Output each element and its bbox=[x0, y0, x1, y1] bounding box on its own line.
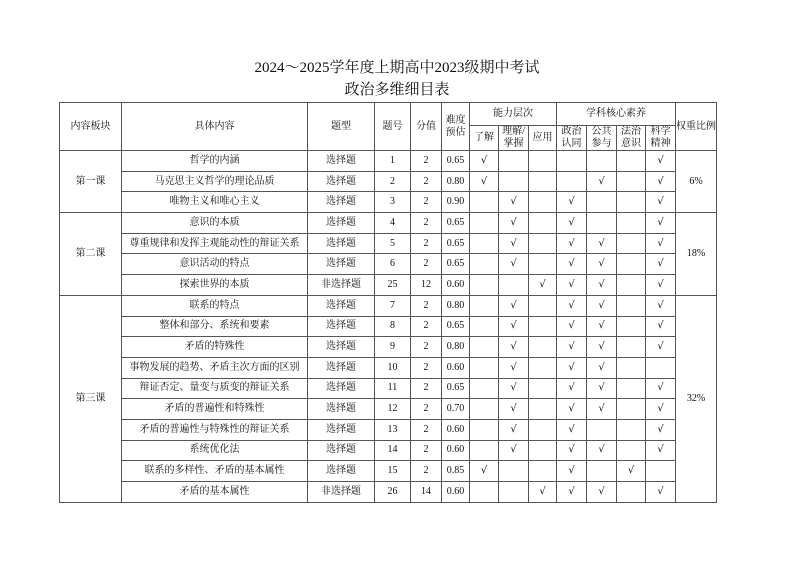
check-cell: √ bbox=[646, 378, 676, 399]
content-cell: 意识的本质 bbox=[122, 213, 308, 234]
table-row bbox=[60, 254, 717, 275]
table-row bbox=[60, 316, 717, 337]
header-ability-group: 能力层次 bbox=[470, 103, 557, 126]
check-cell bbox=[617, 378, 646, 399]
header-score: 分值 bbox=[411, 103, 442, 151]
check-cell: √ bbox=[499, 440, 529, 461]
check-cell bbox=[499, 275, 529, 296]
check-cell bbox=[470, 378, 499, 399]
question-number-cell: 2 bbox=[375, 171, 411, 192]
check-cell: √ bbox=[557, 440, 587, 461]
header-competency-political: 政治认同 bbox=[557, 126, 587, 151]
header-question-type: 题型 bbox=[308, 103, 375, 151]
check-cell bbox=[499, 151, 529, 172]
difficulty-cell: 0.65 bbox=[442, 151, 470, 172]
check-cell: √ bbox=[557, 461, 587, 482]
check-cell: √ bbox=[587, 295, 617, 316]
check-cell bbox=[587, 151, 617, 172]
document-title: 2024～2025学年度上期高中2023级期中考试 bbox=[254, 60, 540, 76]
check-cell bbox=[557, 151, 587, 172]
check-cell bbox=[470, 213, 499, 234]
content-cell: 唯物主义和唯心主义 bbox=[122, 192, 308, 213]
check-cell: √ bbox=[557, 233, 587, 254]
score-cell: 2 bbox=[411, 171, 442, 192]
difficulty-cell: 0.65 bbox=[442, 378, 470, 399]
question-type-cell: 选择题 bbox=[308, 151, 375, 172]
check-cell bbox=[617, 151, 646, 172]
check-cell bbox=[617, 316, 646, 337]
difficulty-cell: 0.65 bbox=[442, 316, 470, 337]
score-cell: 2 bbox=[411, 337, 442, 358]
weight-cell: 32% bbox=[676, 295, 717, 502]
score-cell: 12 bbox=[411, 275, 442, 296]
check-cell bbox=[470, 233, 499, 254]
check-cell: √ bbox=[646, 482, 676, 503]
check-cell: √ bbox=[646, 275, 676, 296]
header-module: 内容板块 bbox=[60, 103, 122, 151]
score-cell: 2 bbox=[411, 440, 442, 461]
question-number-cell: 5 bbox=[375, 233, 411, 254]
check-cell bbox=[529, 419, 557, 440]
check-cell: √ bbox=[499, 192, 529, 213]
check-cell: √ bbox=[587, 275, 617, 296]
score-cell: 2 bbox=[411, 192, 442, 213]
score-cell: 2 bbox=[411, 419, 442, 440]
question-type-cell: 选择题 bbox=[308, 192, 375, 213]
score-cell: 2 bbox=[411, 295, 442, 316]
check-cell: √ bbox=[646, 337, 676, 358]
question-number-cell: 14 bbox=[375, 440, 411, 461]
check-cell: √ bbox=[557, 275, 587, 296]
question-type-cell: 选择题 bbox=[308, 378, 375, 399]
question-number-cell: 13 bbox=[375, 419, 411, 440]
check-cell bbox=[529, 316, 557, 337]
difficulty-cell: 0.60 bbox=[442, 419, 470, 440]
check-cell: √ bbox=[557, 357, 587, 378]
difficulty-cell: 0.60 bbox=[442, 357, 470, 378]
specification-table bbox=[59, 102, 717, 503]
question-number-cell: 26 bbox=[375, 482, 411, 503]
question-number-cell: 10 bbox=[375, 357, 411, 378]
check-cell: √ bbox=[557, 213, 587, 234]
check-cell bbox=[617, 399, 646, 420]
check-cell bbox=[470, 440, 499, 461]
content-cell: 矛盾的普遍性与特殊性的辩证关系 bbox=[122, 419, 308, 440]
check-cell: √ bbox=[646, 316, 676, 337]
header-competency-public: 公共参与 bbox=[587, 126, 617, 151]
table-body bbox=[60, 103, 717, 503]
check-cell bbox=[499, 461, 529, 482]
question-type-cell: 选择题 bbox=[308, 295, 375, 316]
check-cell: √ bbox=[587, 357, 617, 378]
check-cell: √ bbox=[587, 316, 617, 337]
check-cell: √ bbox=[587, 171, 617, 192]
check-cell bbox=[646, 461, 676, 482]
check-cell bbox=[529, 295, 557, 316]
content-cell: 矛盾的特殊性 bbox=[122, 337, 308, 358]
check-cell bbox=[587, 461, 617, 482]
question-type-cell: 选择题 bbox=[308, 171, 375, 192]
table-row bbox=[60, 378, 717, 399]
check-cell: √ bbox=[646, 440, 676, 461]
table-row bbox=[60, 399, 717, 420]
check-cell: √ bbox=[557, 337, 587, 358]
question-number-cell: 11 bbox=[375, 378, 411, 399]
check-cell: √ bbox=[470, 151, 499, 172]
check-cell bbox=[529, 399, 557, 420]
check-cell: √ bbox=[499, 254, 529, 275]
check-cell: √ bbox=[646, 254, 676, 275]
check-cell: √ bbox=[557, 295, 587, 316]
header-competency-group: 学科核心素养 bbox=[557, 103, 676, 126]
table-row bbox=[60, 192, 717, 213]
check-cell: √ bbox=[557, 254, 587, 275]
check-cell: √ bbox=[499, 399, 529, 420]
check-cell bbox=[617, 233, 646, 254]
question-number-cell: 6 bbox=[375, 254, 411, 275]
question-type-cell: 选择题 bbox=[308, 440, 375, 461]
check-cell bbox=[529, 192, 557, 213]
question-type-cell: 选择题 bbox=[308, 254, 375, 275]
weight-cell: 18% bbox=[676, 213, 717, 296]
difficulty-cell: 0.80 bbox=[442, 171, 470, 192]
score-cell: 2 bbox=[411, 357, 442, 378]
check-cell bbox=[617, 275, 646, 296]
check-cell bbox=[470, 275, 499, 296]
table-row bbox=[60, 275, 717, 296]
check-cell bbox=[617, 357, 646, 378]
content-cell: 马克思主义哲学的理论品质 bbox=[122, 171, 308, 192]
check-cell: √ bbox=[587, 399, 617, 420]
check-cell: √ bbox=[499, 316, 529, 337]
header-question-number: 题号 bbox=[375, 103, 411, 151]
check-cell bbox=[470, 316, 499, 337]
check-cell: √ bbox=[646, 419, 676, 440]
header-ability-understand: 理解/掌握 bbox=[499, 126, 529, 151]
check-cell: √ bbox=[499, 213, 529, 234]
difficulty-cell: 0.85 bbox=[442, 461, 470, 482]
score-cell: 14 bbox=[411, 482, 442, 503]
question-type-cell: 选择题 bbox=[308, 213, 375, 234]
header-ability-know: 了解 bbox=[470, 126, 499, 151]
lesson-cell: 第二课 bbox=[60, 213, 122, 296]
check-cell bbox=[587, 192, 617, 213]
check-cell bbox=[529, 233, 557, 254]
content-cell: 矛盾的基本属性 bbox=[122, 482, 308, 503]
question-number-cell: 1 bbox=[375, 151, 411, 172]
check-cell bbox=[529, 171, 557, 192]
content-cell: 系统优化法 bbox=[122, 440, 308, 461]
check-cell: √ bbox=[646, 399, 676, 420]
question-number-cell: 15 bbox=[375, 461, 411, 482]
check-cell: √ bbox=[529, 482, 557, 503]
check-cell bbox=[617, 419, 646, 440]
question-type-cell: 非选择题 bbox=[308, 275, 375, 296]
difficulty-cell: 0.65 bbox=[442, 233, 470, 254]
question-number-cell: 25 bbox=[375, 275, 411, 296]
content-cell: 探索世界的本质 bbox=[122, 275, 308, 296]
table-row bbox=[60, 419, 717, 440]
check-cell: √ bbox=[587, 482, 617, 503]
question-number-cell: 9 bbox=[375, 337, 411, 358]
check-cell bbox=[617, 213, 646, 234]
check-cell: √ bbox=[557, 316, 587, 337]
check-cell bbox=[617, 192, 646, 213]
score-cell: 2 bbox=[411, 461, 442, 482]
check-cell bbox=[470, 192, 499, 213]
table-row bbox=[60, 461, 717, 482]
difficulty-cell: 0.65 bbox=[442, 254, 470, 275]
header-ability-apply: 应用 bbox=[529, 126, 557, 151]
table-row bbox=[60, 213, 717, 234]
table-row bbox=[60, 482, 717, 503]
score-cell: 2 bbox=[411, 378, 442, 399]
check-cell bbox=[529, 213, 557, 234]
check-cell: √ bbox=[646, 151, 676, 172]
check-cell: √ bbox=[646, 192, 676, 213]
table-row bbox=[60, 440, 717, 461]
check-cell: √ bbox=[646, 233, 676, 254]
content-cell: 哲学的内涵 bbox=[122, 151, 308, 172]
table-row bbox=[60, 233, 717, 254]
check-cell: √ bbox=[499, 378, 529, 399]
content-cell: 联系的多样性、矛盾的基本属性 bbox=[122, 461, 308, 482]
check-cell: √ bbox=[499, 419, 529, 440]
check-cell bbox=[529, 461, 557, 482]
check-cell bbox=[470, 399, 499, 420]
check-cell: √ bbox=[557, 419, 587, 440]
difficulty-cell: 0.70 bbox=[442, 399, 470, 420]
content-cell: 事物发展的趋势、矛盾主次方面的区别 bbox=[122, 357, 308, 378]
content-cell: 矛盾的普遍性和特殊性 bbox=[122, 399, 308, 420]
difficulty-cell: 0.80 bbox=[442, 337, 470, 358]
check-cell bbox=[470, 337, 499, 358]
table-row bbox=[60, 295, 717, 316]
header-row-top bbox=[60, 103, 717, 126]
check-cell: √ bbox=[646, 171, 676, 192]
check-cell: √ bbox=[470, 461, 499, 482]
table-row bbox=[60, 337, 717, 358]
check-cell: √ bbox=[617, 461, 646, 482]
check-cell bbox=[470, 357, 499, 378]
check-cell bbox=[557, 171, 587, 192]
difficulty-cell: 0.80 bbox=[442, 295, 470, 316]
question-number-cell: 3 bbox=[375, 192, 411, 213]
difficulty-cell: 0.60 bbox=[442, 482, 470, 503]
check-cell bbox=[529, 378, 557, 399]
table-row bbox=[60, 151, 717, 172]
content-cell: 尊重规律和发挥主观能动性的辩证关系 bbox=[122, 233, 308, 254]
check-cell: √ bbox=[499, 295, 529, 316]
question-number-cell: 4 bbox=[375, 213, 411, 234]
check-cell: √ bbox=[587, 233, 617, 254]
header-competency-law: 法治意识 bbox=[617, 126, 646, 151]
check-cell bbox=[529, 337, 557, 358]
check-cell: √ bbox=[529, 275, 557, 296]
check-cell: √ bbox=[499, 337, 529, 358]
check-cell bbox=[529, 357, 557, 378]
check-cell bbox=[617, 337, 646, 358]
question-type-cell: 选择题 bbox=[308, 337, 375, 358]
header-weight: 权重比例 bbox=[676, 103, 717, 151]
header-content: 具体内容 bbox=[122, 103, 308, 151]
check-cell: √ bbox=[587, 440, 617, 461]
content-cell: 整体和部分、系统和要素 bbox=[122, 316, 308, 337]
question-number-cell: 12 bbox=[375, 399, 411, 420]
check-cell: √ bbox=[646, 213, 676, 234]
score-cell: 2 bbox=[411, 213, 442, 234]
score-cell: 2 bbox=[411, 254, 442, 275]
check-cell bbox=[617, 482, 646, 503]
question-type-cell: 选择题 bbox=[308, 316, 375, 337]
check-cell bbox=[529, 151, 557, 172]
check-cell: √ bbox=[557, 192, 587, 213]
header-competency-science: 科学精神 bbox=[646, 126, 676, 151]
question-type-cell: 选择题 bbox=[308, 233, 375, 254]
question-type-cell: 选择题 bbox=[308, 357, 375, 378]
check-cell: √ bbox=[587, 337, 617, 358]
document-subtitle: 政治多维细目表 bbox=[344, 82, 450, 98]
difficulty-cell: 0.65 bbox=[442, 213, 470, 234]
score-cell: 2 bbox=[411, 151, 442, 172]
question-type-cell: 选择题 bbox=[308, 399, 375, 420]
check-cell bbox=[529, 254, 557, 275]
check-cell bbox=[470, 295, 499, 316]
check-cell: √ bbox=[557, 399, 587, 420]
check-cell bbox=[617, 295, 646, 316]
check-cell: √ bbox=[646, 295, 676, 316]
check-cell bbox=[617, 171, 646, 192]
difficulty-cell: 0.90 bbox=[442, 192, 470, 213]
check-cell bbox=[499, 171, 529, 192]
header-difficulty: 难度预估 bbox=[442, 103, 470, 151]
check-cell bbox=[470, 419, 499, 440]
content-cell: 意识活动的特点 bbox=[122, 254, 308, 275]
check-cell bbox=[499, 482, 529, 503]
score-cell: 2 bbox=[411, 316, 442, 337]
question-number-cell: 8 bbox=[375, 316, 411, 337]
question-type-cell: 非选择题 bbox=[308, 482, 375, 503]
weight-cell: 6% bbox=[676, 151, 717, 213]
question-type-cell: 选择题 bbox=[308, 461, 375, 482]
check-cell bbox=[617, 254, 646, 275]
content-cell: 辩证否定、量变与质变的辩证关系 bbox=[122, 378, 308, 399]
lesson-cell: 第一课 bbox=[60, 151, 122, 213]
check-cell: √ bbox=[587, 378, 617, 399]
check-cell bbox=[470, 254, 499, 275]
content-cell: 联系的特点 bbox=[122, 295, 308, 316]
question-type-cell: 选择题 bbox=[308, 419, 375, 440]
question-number-cell: 7 bbox=[375, 295, 411, 316]
score-cell: 2 bbox=[411, 399, 442, 420]
table-row bbox=[60, 357, 717, 378]
score-cell: 2 bbox=[411, 233, 442, 254]
check-cell bbox=[529, 440, 557, 461]
table-row bbox=[60, 171, 717, 192]
difficulty-cell: 0.60 bbox=[442, 275, 470, 296]
check-cell: √ bbox=[470, 171, 499, 192]
check-cell: √ bbox=[499, 233, 529, 254]
check-cell bbox=[617, 440, 646, 461]
check-cell bbox=[470, 482, 499, 503]
check-cell: √ bbox=[587, 254, 617, 275]
check-cell bbox=[587, 213, 617, 234]
check-cell bbox=[646, 357, 676, 378]
lesson-cell: 第三课 bbox=[60, 295, 122, 502]
check-cell: √ bbox=[499, 357, 529, 378]
check-cell: √ bbox=[557, 378, 587, 399]
check-cell bbox=[587, 419, 617, 440]
difficulty-cell: 0.60 bbox=[442, 440, 470, 461]
check-cell: √ bbox=[557, 482, 587, 503]
